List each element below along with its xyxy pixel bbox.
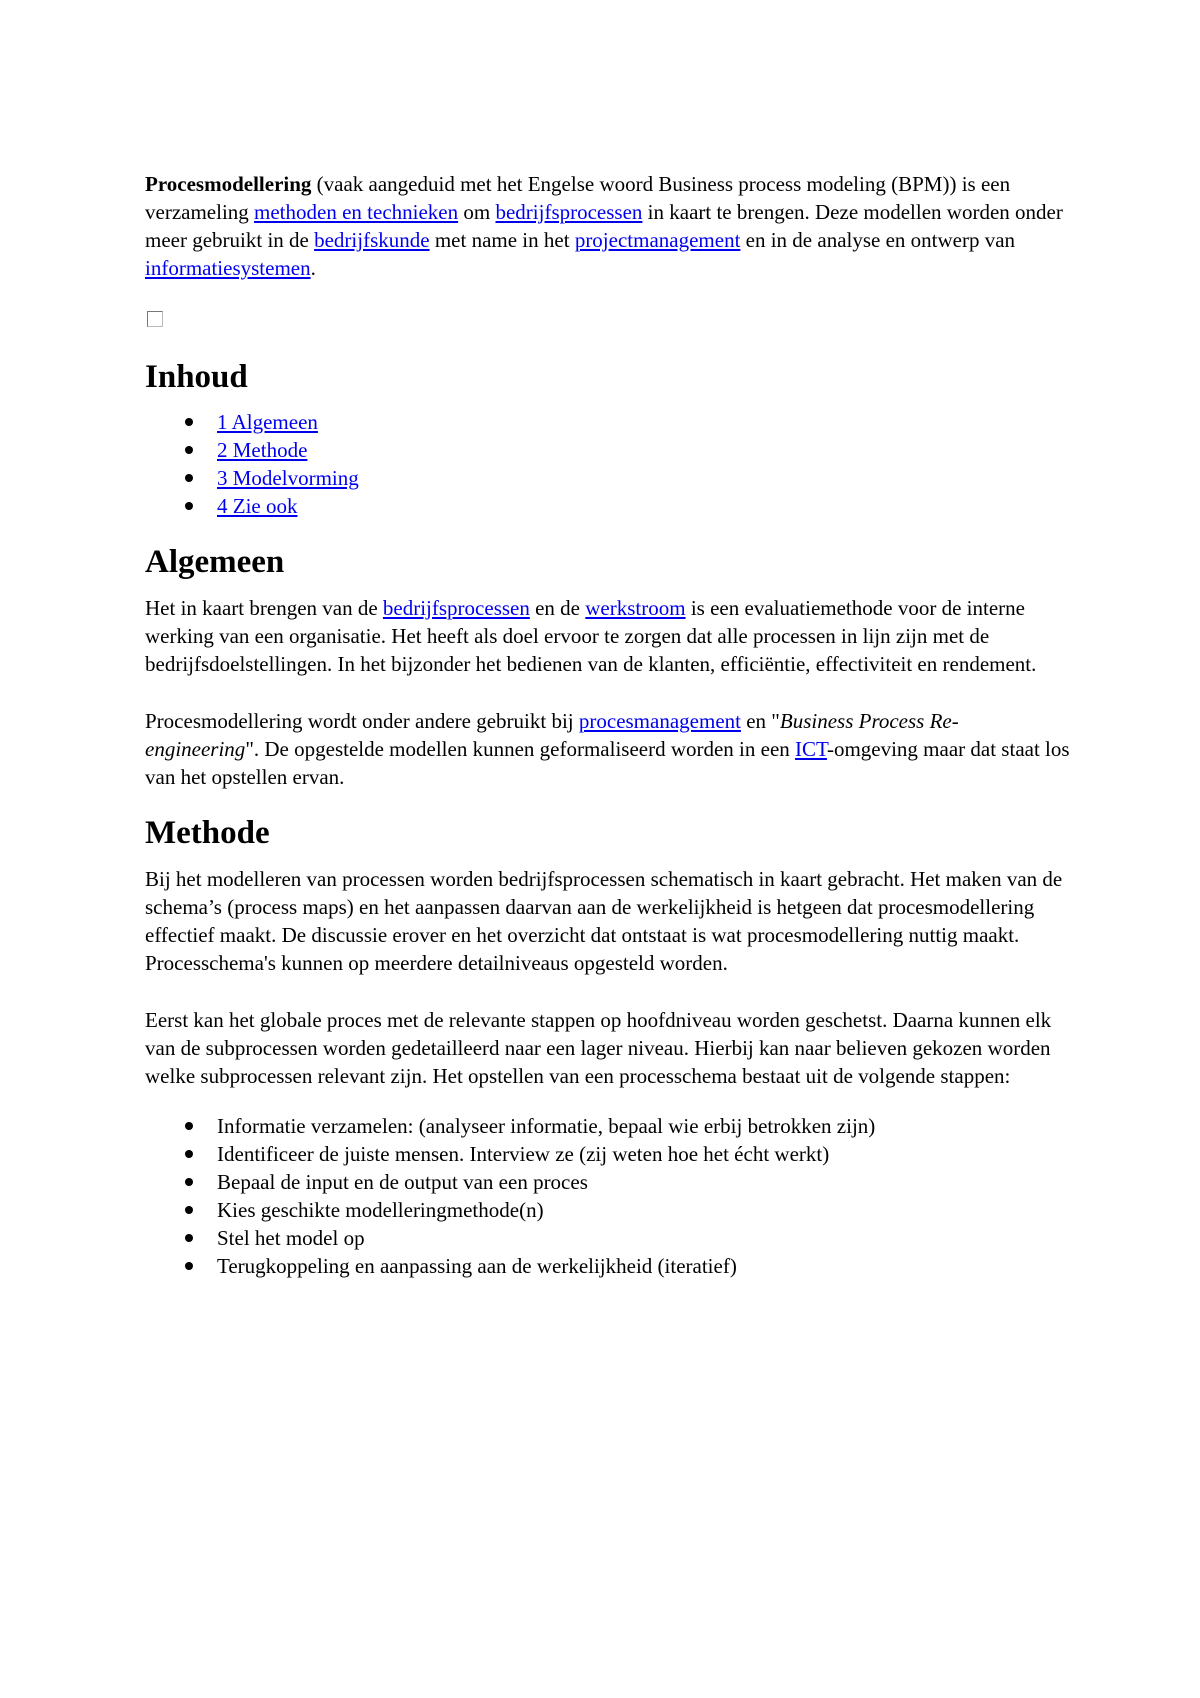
link-methoden-en-technieken[interactable]: methoden en technieken [254,200,459,224]
intro-term: Procesmodellering [145,172,312,196]
broken-image-icon [147,311,163,327]
toc-list [145,408,1070,520]
toc-link-methode[interactable]: 2 Methode [217,438,308,462]
toc-item [217,436,1070,464]
toc-item [217,408,1070,436]
toc-heading: Inhoud [145,359,248,395]
methode-paragraph-2: Eerst kan het globale proces met de relevante stappen op hoofdniveau worden geschetst. Daarna kunnen elk van de subprocessen worden gedetailleerd naar een lager niveau. Hierbij kan naar believen gekozen worden welke subprocessen relevant zijn. Het opstellen van een processchema bestaat uit de volgende stappen: [145,1008,1052,1088]
link-informatiesystemen[interactable]: informatiesystemen [145,256,311,280]
section-heading-algemeen: Algemeen [145,544,285,580]
link-procesmanagement[interactable]: procesmanagement [578,709,741,733]
toc-item [217,492,1070,520]
link-projectmanagement[interactable]: projectmanagement [574,228,741,252]
section-heading-methode: Methode [145,815,270,851]
bpr-term: Business Process Re-engineering [145,709,959,761]
link-bedrijfskunde[interactable]: bedrijfskunde [314,228,430,252]
steps-list [145,1112,1070,1280]
article [145,170,1070,1280]
methode-paragraph-1: Bij het modelleren van processen worden bedrijfsprocessen schematisch in kaart gebracht. Het maken van de schema’s (process maps) en het aanpassen daarvan aan de werkelijkheid is hetgeen dat procesmodellering effectief maakt. De discussie erover en het overzicht dat ontstaat is wat procesmodellering nuttig maakt. Processchema's kunnen op meerdere detailniveaus opgesteld worden. [145,867,1063,975]
list-item: Terugkoppeling en aanpassing aan de werkelijkheid (iteratief) [217,1252,1070,1280]
link-bedrijfsprocessen[interactable]: bedrijfsprocessen [495,200,643,224]
toc-item [217,464,1070,492]
list-item: Informatie verzamelen: (analyseer informatie, bepaal wie erbij betrokken zijn) [217,1112,1070,1140]
list-item: Bepaal de input en de output van een proces [217,1168,1070,1196]
toc-link-modelvorming[interactable]: 3 Modelvorming [217,466,359,490]
link-bedrijfsprocessen[interactable]: bedrijfsprocessen [382,596,530,620]
link-ict[interactable]: ICT [795,737,827,761]
algemeen-paragraph-2: Procesmodellering wordt onder andere gebruikt bij procesmanagement en "Business Process Re-engineering". De opgestelde modellen kunnen geformaliseerd worden in een ICT-omgeving maar dat staat los van het opstellen ervan. [145,709,1070,789]
toc-link-zie-ook[interactable]: 4 Zie ook [217,494,298,518]
list-item: Identificeer de juiste mensen. Interview ze (zij weten hoe het écht werkt) [217,1140,1070,1168]
algemeen-paragraph-1: Het in kaart brengen van de bedrijfsprocessen en de werkstroom is een evaluatiemethode voor de interne werking van een organisatie. Het heeft als doel ervoor te zorgen dat alle processen in lijn zijn met de bedrijfsdoelstellingen. In het bijzonder het bedienen van de klanten, efficiëntie, effectiviteit en rendement. [145,596,1037,676]
list-item: Kies geschikte modelleringmethode(n) [217,1196,1070,1224]
list-item: Stel het model op [217,1224,1070,1252]
toc-link-algemeen[interactable]: 1 Algemeen [217,410,318,434]
link-werkstroom[interactable]: werkstroom [585,596,686,620]
intro-paragraph: Procesmodellering (vaak aangeduid met het Engelse woord Business process modeling (BPM)) is een verzameling methoden en technieken om bedrijfsprocessen in kaart te brengen. Deze modellen worden onder meer gebruikt in de bedrijfskunde met name in het projectmanagement en in de analyse en ontwerp van informatiesystemen. [145,172,1063,280]
